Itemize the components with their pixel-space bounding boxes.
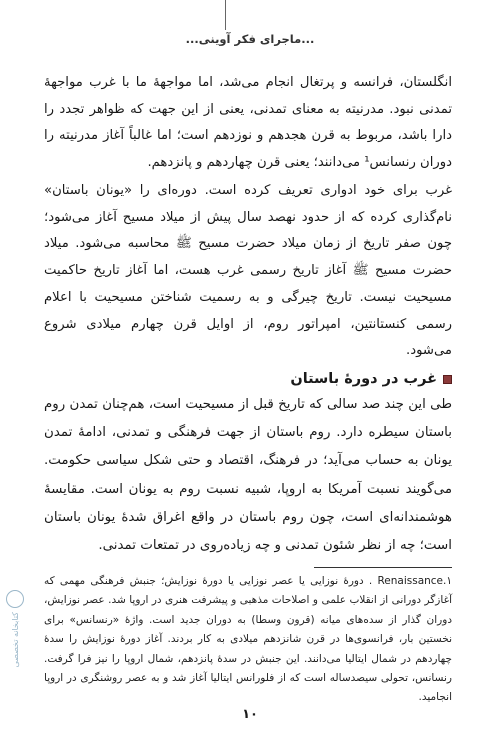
paragraph: طی این چند صد سالی که تاریخ قبل از مسیحیت است، هم‌چنان تمدن روم باستان سیطره دارد. روم باستان از جهت فرهنگی و تمدنی، ادامهٔ تمدن یونان به حساب می‌آید؛ در فرهنگ، اقتصاد و حتی شکل سیاسی حکومت. می‌گویند نسبت آمریکا به اروپا، شبیه نسبت روم به یونان است. مقایسهٔ هوشمندانه‌ای است، چون روم باستان در واقع اغراق شدهٔ یونان باستان است؛ چه از نظر شئون تمدنی و چه زیاده‌روی در تمتعات تمدنی. bbox=[44, 397, 452, 554]
page-number: ۱۰ bbox=[242, 707, 258, 722]
library-logo-icon bbox=[6, 590, 24, 608]
footnote-divider bbox=[314, 567, 452, 568]
footnote: Renaissance.۱ . دورهٔ نوزایی یا عصر نوزایی یا دورهٔ نوزایش؛ جنبش فرهنگی مهمی که آغازگر دورانی از انقلاب علمی و اصلاحات مذهبی و پیشرفت هنری در اروپا شد. عصر نوزایش، دوران گذار از سده‌های میانه (قرون وسطا) به دوران جدید است. واژهٔ «رنسانس» برای نخستین بار، فرانسوی‌ها در قرن شانزدهم میلادی به کار بردند. آغاز دورهٔ نوزایش را سدهٔ چهاردهم در شمال ایتالیا می‌دانند. این جنبش در سدهٔ پانزدهم، شمال اروپا را نیز فرا گرفت. رنسانس، تحولی سیصدساله است که از فلورانس ایتالیا آغاز شد و به عصر روشنگری در اروپا انجامید. bbox=[44, 575, 452, 704]
square-bullet-icon bbox=[443, 375, 452, 384]
running-header: ...ماجرای فکر آوینی... bbox=[185, 32, 315, 46]
top-rule bbox=[225, 0, 226, 30]
section-heading-text: غرب در دورهٔ باستان bbox=[290, 371, 437, 387]
watermark bbox=[4, 590, 26, 710]
watermark-text: کتابخانه تخصصی bbox=[10, 612, 20, 668]
section-heading bbox=[44, 367, 452, 391]
paragraph: انگلستان، فرانسه و پرتغال انجام می‌شد، اما مواجههٔ ما با غرب مواجههٔ تمدنی نبود. مدرنیته به معنای تمدنی، یعنی از این جهت که ظواهر تجدد را دارا باشد، مربوط به قرن هجدهم و نوزدهم است؛ اما غالباً آغاز مدرنیته را دوران رنسانس¹ می‌دانند؛ یعنی قرن چهاردهم و پانزدهم. bbox=[44, 75, 452, 171]
paragraph: غرب برای خود ادواری تعریف کرده است. دوره‌ای را «یونان باستان» نام‌گذاری کرده که از حدود نهصد سال پیش از میلاد مسیح آغاز می‌شود؛ چون صفر تاریخ از زمان میلاد حضرت مسیح ﷺ محاسبه می‌شود. میلاد حضرت مسیح ﷺ آغاز تاریخ رسمی غرب هست، اما آغاز تاریخ حاکمیت مسیحیت نیست. تاریخ چیرگی و به رسمیت شناختن مسیحیت با اعلام رسمی کنستانتین، امپراتور روم، از اوایل قرن چهارم میلادی شروع می‌شود. bbox=[44, 183, 452, 359]
